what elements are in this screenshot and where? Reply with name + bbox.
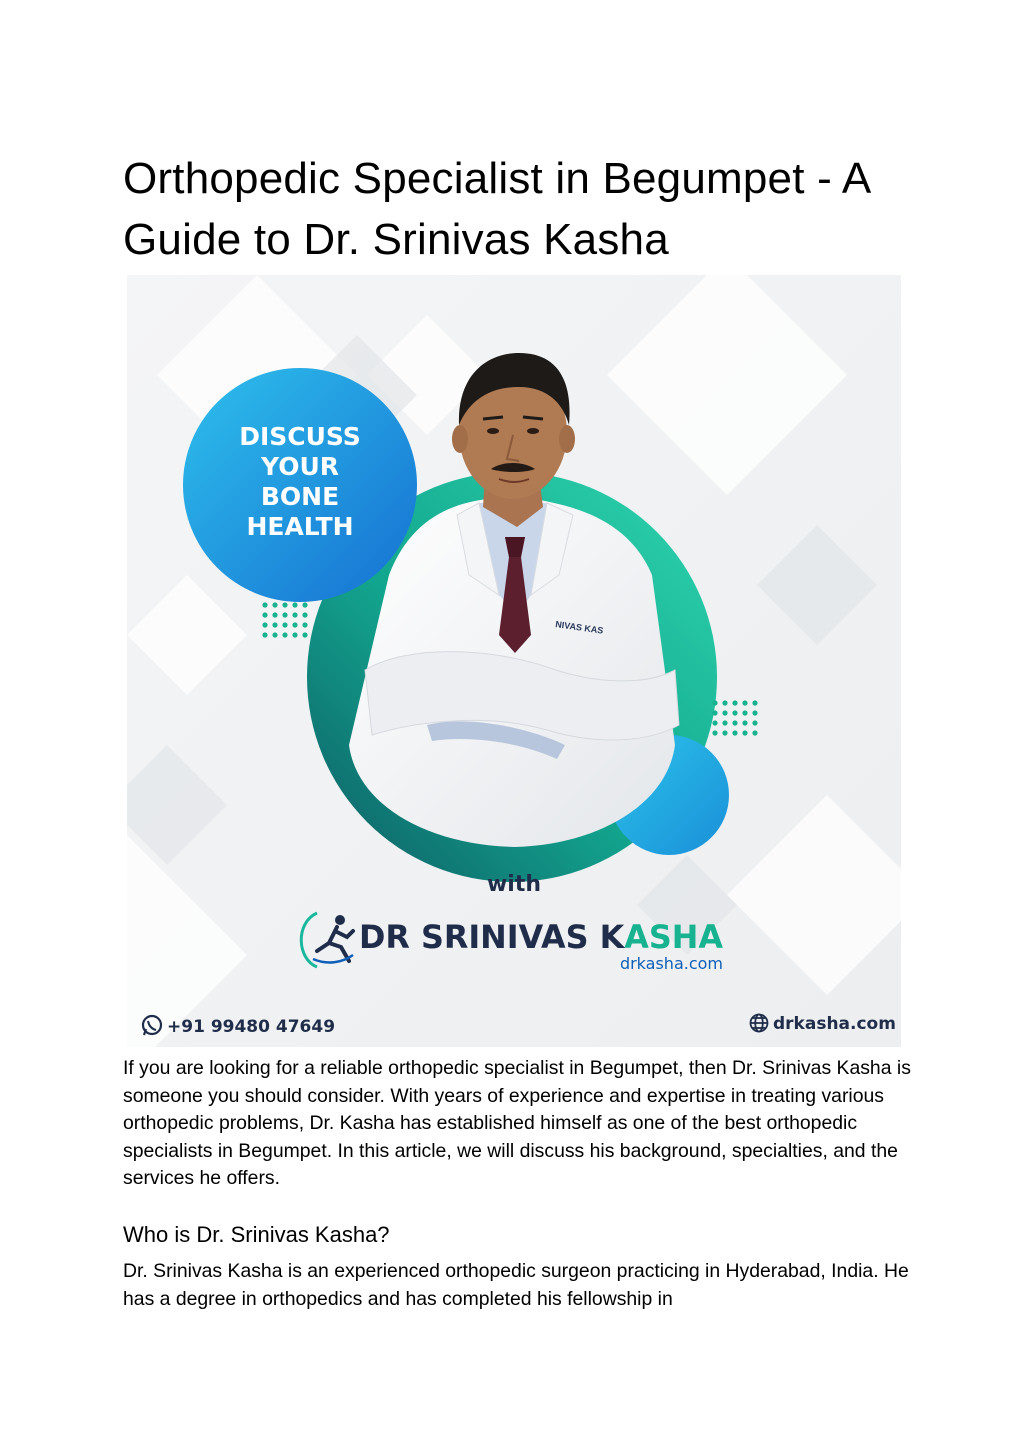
coat-name-badge: NIVAS KAS xyxy=(554,619,604,636)
section-paragraph: Dr. Srinivas Kasha is an experienced orthopedic surgeon practicing in Hyderabad, India. He has a degree in orthopedics and has completed his fellowship in xyxy=(123,1260,909,1310)
brand-url: drkasha.com xyxy=(619,954,723,973)
brand-name-dark: DR SRINIVAS K xyxy=(359,918,626,956)
website-link[interactable]: drkasha.com xyxy=(773,1014,896,1034)
headline-line-3: BONE xyxy=(260,482,340,511)
banner-image xyxy=(127,275,901,1047)
intro-paragraph: If you are looking for a reliable orthopedic specialist in Begumpet, then Dr. Srinivas Kasha is someone you should consider. With years of experience and expertise in treating various orthopedic problems, Dr. Kasha has established himself as one of the best orthopedic specialists in Begumpet. In this article, we will discuss his background, specialties, and the services he offers. xyxy=(123,1057,911,1189)
headline-line-4: HEALTH xyxy=(246,512,354,541)
phone-number[interactable]: +91 99480 47649 xyxy=(167,1017,336,1037)
headline-line-2: YOUR xyxy=(260,452,340,481)
brand-name xyxy=(359,918,723,956)
headline-line-1: DISCUSS xyxy=(239,422,361,451)
section-heading: Who is Dr. Srinivas Kasha? xyxy=(123,1222,390,1247)
with-text: with xyxy=(486,872,542,897)
brand-name-accent: ASHA xyxy=(624,918,724,956)
page-title: Orthopedic Specialist in Begumpet - A Guide to Dr. Srinivas Kasha xyxy=(123,154,870,264)
